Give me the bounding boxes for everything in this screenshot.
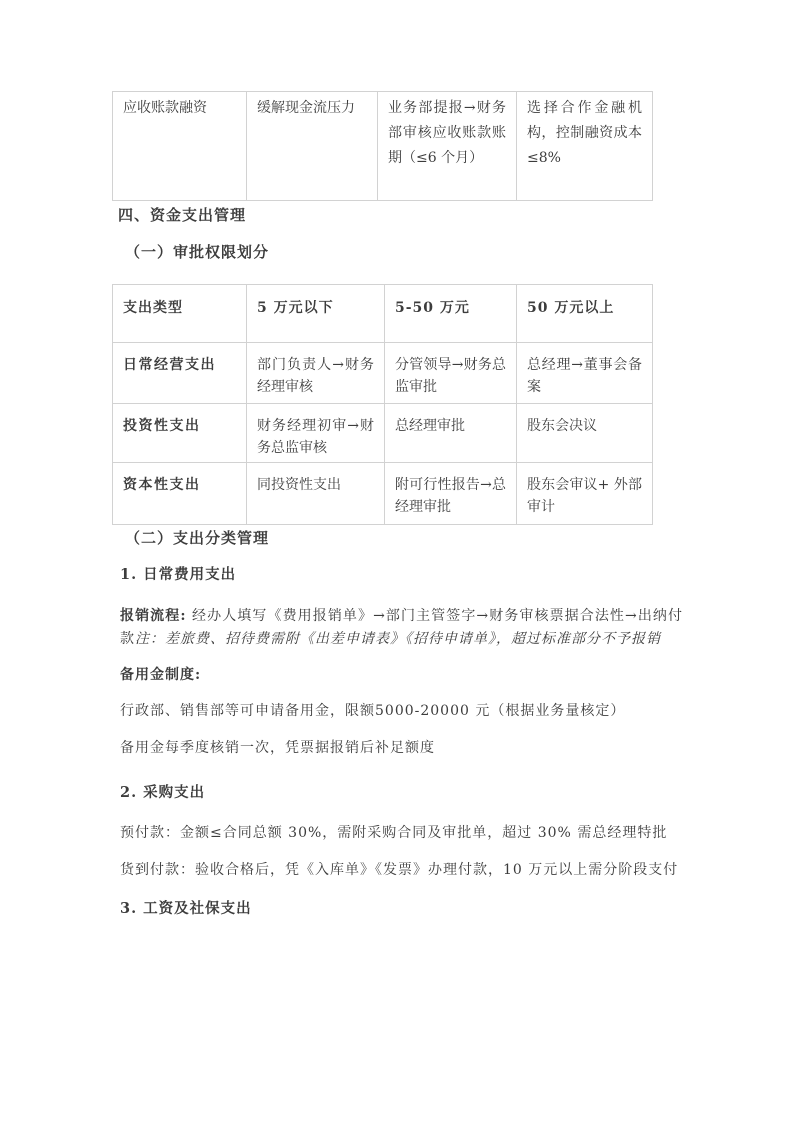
section-heading-main: 四、资金支出管理 (118, 206, 247, 224)
reimbursement-note-text: 注：差旅费、招待费需附《出差申请表》《招待申请单》，超过标准部分不予报销 (135, 631, 661, 647)
row-label-daily-expense: 日常经营支出 (113, 343, 247, 404)
prepayment-paragraph: 预付款：金额≤合同总额 30%，需附采购合同及审批单，超过 30% 需总经理特批 (120, 825, 668, 841)
petty-cash-settlement-paragraph: 备用金每季度核销一次，凭票据报销后补足额度 (120, 740, 435, 756)
item-heading-procurement-expense: 2. 采购支出 (120, 784, 206, 801)
financing-row-purpose-cell: 缓解现金流压力 (247, 92, 378, 201)
table-row (113, 463, 653, 525)
cash-on-delivery-paragraph: 货到付款：验收合格后，凭《入库单》《发票》办理付款，10 万元以上需分阶段支付 (120, 862, 679, 878)
financing-row-requirement-cell: 选择合作金融机构，控制融资成本≤8% (517, 92, 653, 201)
table-cell: 部门负责人→财务经理审核 (247, 343, 385, 404)
subsection-heading-approval: （一）审批权限划分 (125, 243, 270, 261)
item-heading-daily-expense: 1. 日常费用支出 (120, 566, 237, 583)
table-cell: 分管领导→财务总监审批 (385, 343, 517, 404)
table-cell: 总经理→董事会备案 (517, 343, 653, 404)
header-expense-type: 支出类型 (113, 285, 247, 343)
approval-authority-table (112, 284, 653, 525)
header-50k-500k: 5-50 万元 (385, 285, 517, 343)
reimbursement-paragraph (120, 605, 683, 651)
document-content (112, 0, 682, 919)
table-row (113, 343, 653, 404)
table-cell: 股东会决议 (517, 404, 653, 463)
table-cell: 附可行性报告→总经理审批 (385, 463, 517, 525)
table-cell: 股东会审议+ 外部审计 (517, 463, 653, 525)
petty-cash-quota-paragraph: 行政部、销售部等可申请备用金，限额5000-20000 元（根据业务量核定） (120, 703, 626, 719)
row-label-investment-expense: 投资性支出 (113, 404, 247, 463)
financing-row-type-cell: 应收账款融资 (113, 92, 247, 201)
table-row (113, 404, 653, 463)
table-row (113, 92, 653, 201)
table-cell: 同投资性支出 (247, 463, 385, 525)
petty-cash-label: 备用金制度: (120, 667, 202, 683)
row-label-capital-expense: 资本性支出 (113, 463, 247, 525)
financing-row-process-cell: 业务部提报→财务部审核应收账款账期（≤6 个月） (378, 92, 517, 201)
table-cell: 总经理审批 (385, 404, 517, 463)
table-cell: 财务经理初审→财务总监审核 (247, 404, 385, 463)
header-over-500k: 50 万元以上 (517, 285, 653, 343)
header-under-50k: 5 万元以下 (247, 285, 385, 343)
reimbursement-flow-text: 经办人填写《费用报销单》→部门主管签字→财务审核票据合法性→出纳付款 (120, 608, 683, 647)
table-header-row (113, 285, 653, 343)
reimbursement-label: 报销流程: (120, 608, 187, 624)
item-heading-salary-social-expense: 3. 工资及社保支出 (120, 900, 252, 917)
subsection-heading-classification: （二）支出分类管理 (125, 529, 270, 547)
financing-table-partial (112, 91, 653, 201)
